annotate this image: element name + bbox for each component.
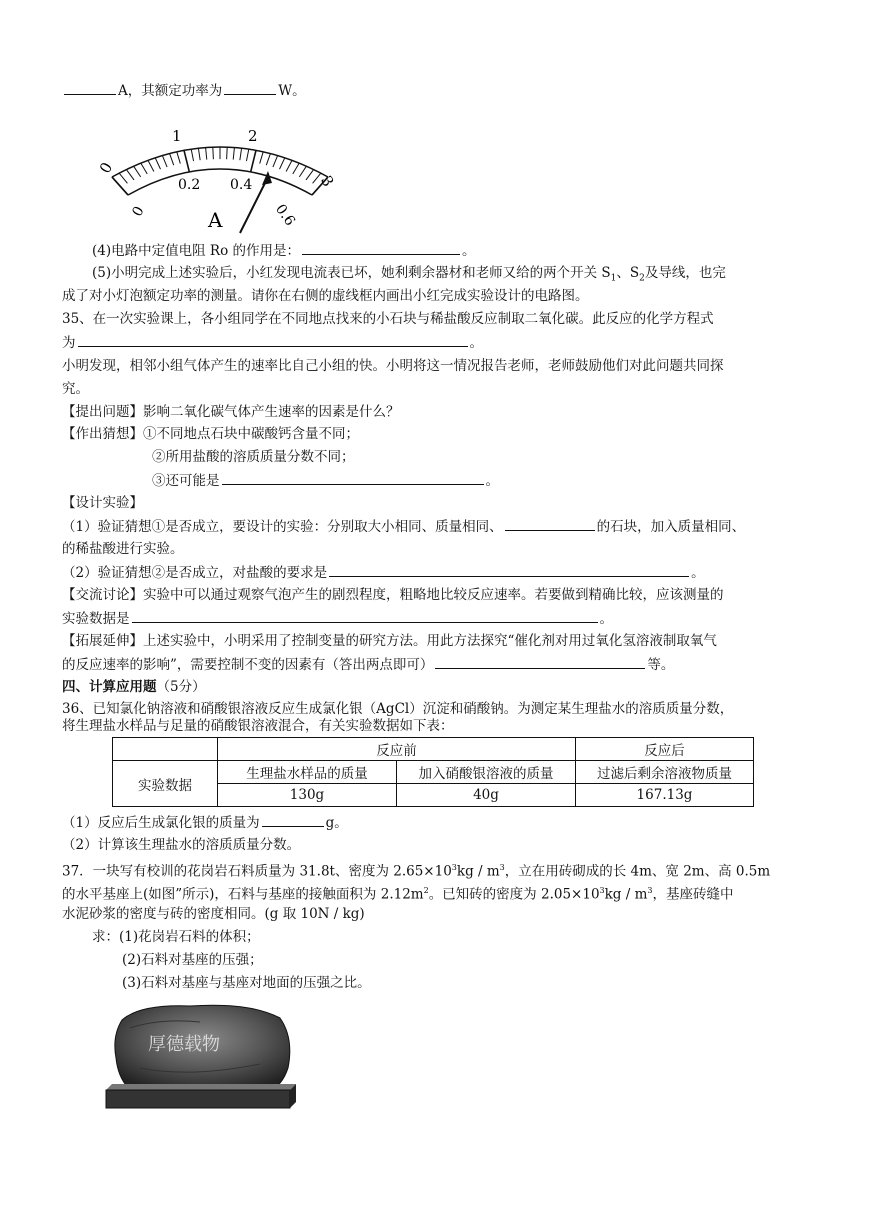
dial-tick: [293, 163, 299, 174]
question-37: 37．一块写有校训的花岗岩石料质量为 31.8t、密度为 $2.65\times 10^3kg / m^3$，立在用砖砌成的长 4m、宽 2m、高 0.5m: [62, 863, 771, 880]
table-col-sample-mass: 生理盐水样品的质量: [218, 761, 397, 784]
dial-lower-label-04: 0.4: [230, 177, 253, 193]
dial-tick: [119, 173, 127, 183]
dial-tick: [227, 147, 228, 159]
dial-tick: [162, 156, 167, 167]
raise-question: 【提出问题】影响二氧化碳气体产生速率的因素是什么？: [62, 404, 400, 420]
discussion-line2: 实验数据是 。: [62, 608, 613, 629]
dial-unit-label: A: [208, 208, 223, 232]
question-37-ask2: (2)石料对基座的压强；: [122, 952, 263, 968]
table-cell-silver-nitrate-mass: 40g: [397, 784, 576, 807]
dial-tick: [184, 150, 189, 172]
answer-blank[interactable]: [262, 812, 324, 827]
dial-tick: [198, 148, 200, 160]
question-5-line2: 成了对小灯泡额定功率的测量。请你在右侧的虚线框内画出小红完成实验设计的电路图。: [62, 288, 589, 304]
question-35-line4: 究。: [62, 381, 89, 397]
dial-tick: [134, 166, 141, 177]
granite-stone-illustration: [100, 998, 300, 1118]
dial-tick: [251, 150, 256, 172]
data-table: [112, 737, 754, 807]
dial-tick: [240, 148, 242, 160]
design-1-line2: 的稀盐酸进行实验。: [62, 541, 184, 557]
answer-blank[interactable]: [329, 562, 689, 577]
answer-blank[interactable]: [78, 332, 468, 347]
stone-inscription: 厚德载物: [148, 1034, 220, 1055]
dial-tick: [155, 158, 160, 169]
pointer-arrowhead: [262, 171, 272, 185]
dial-tick: [141, 163, 147, 174]
question-35: 35、在一次实验课上，各小组同学在不同地点找来的小石块与稀盐酸反应制取二氧化碳。此反应的化学方程式: [62, 311, 714, 327]
dial-upper-label-0: 0: [95, 159, 117, 177]
question-4: (4)电路中定值电阻 Ro 的作用是： 。: [92, 240, 476, 261]
question-37-ask: 求：(1)花岗岩石料的体积；: [92, 929, 260, 945]
question-36-line2: 将生理盐水样品与足量的硝酸银溶液混合，有关实验数据如下表：: [62, 718, 454, 734]
question-35-line2: 为 。: [62, 332, 483, 353]
extension: 【拓展延伸】上述实验中，小明采用了控制变量的研究方法。用此方法探究“催化剂对用过氧化氢溶液制取氧气: [62, 633, 717, 649]
table-header-after: 反应后: [576, 738, 754, 761]
dial-lower-label-02: 0.2: [178, 177, 201, 193]
question-36-b: （2）计算该生理盐水的溶质质量分数。: [62, 837, 301, 853]
line-power: A，其额定功率为 W。: [62, 80, 306, 101]
dial-tick: [306, 170, 314, 180]
question-37-ask3: (3)石料对基座与基座对地面的压强之比。: [122, 975, 371, 991]
dial-tick: [233, 148, 234, 160]
question-36-a: （1）反应后生成氯化银的质量为 g。: [62, 812, 348, 833]
dial-tick: [260, 152, 264, 164]
dial-upper-label-1: 1: [172, 127, 182, 145]
dial-tick: [126, 170, 134, 180]
stone-base-top: [106, 1084, 296, 1090]
extension-line2: 的反应速率的影响”，需要控制不变的因素有（答出两点即可） 等。: [62, 654, 674, 675]
answer-blank[interactable]: [302, 240, 460, 255]
dial-tick: [273, 156, 278, 167]
question-35-line3: 小明发现，相邻小组气体产生的速率比自己小组的快。小明将这一情况报告老师，老师鼓励他们对此问题共同探: [62, 358, 724, 374]
dial-tick: [148, 160, 154, 171]
design-heading: 【设计实验】: [62, 495, 143, 511]
dial-tick: [286, 160, 292, 171]
dial-lower-label-0: 0: [129, 203, 148, 220]
question-37-line3: 水泥砂浆的密度与砖的密度相同。(g 取 10N / kg): [62, 906, 365, 922]
dial-tick: [280, 158, 285, 169]
dial-tick: [299, 166, 306, 177]
dial-tick: [170, 154, 174, 166]
answer-blank[interactable]: [132, 608, 598, 623]
design-1: （1）验证猜想①是否成立，要设计的实验：分别取大小相同、质量相同、 的石块，加入质量相同、: [62, 516, 745, 537]
table-col-silver-nitrate-mass: 加入硝酸银溶液的质量: [397, 761, 576, 784]
dial-tick: [246, 149, 248, 161]
stone-base: [106, 1090, 290, 1108]
hypothesis-1: 【作出猜想】①不同地点石块中碳酸钙含量不同；: [62, 426, 359, 442]
hypothesis-2: ②所用盐酸的溶质质量分数不同；: [152, 449, 355, 465]
ammeter-dial: [95, 125, 340, 235]
discussion: 【交流讨论】实验中可以通过观察气泡产生的剧烈程度，粗略地比较反应速率。若要做到精确比较，应该测量的: [62, 587, 724, 603]
design-2: （2）验证猜想②是否成立，对盐酸的要求是 。: [62, 562, 705, 583]
answer-blank[interactable]: [224, 80, 276, 95]
table-header-before: 反应前: [218, 738, 576, 761]
dial-lower-label-06: 0.6: [272, 201, 298, 229]
hypothesis-3: ③还可能是 。: [152, 470, 499, 491]
dial-tick: [112, 177, 128, 195]
answer-blank[interactable]: [505, 516, 595, 531]
dial-tick: [266, 154, 270, 166]
dial-tick: [191, 149, 193, 161]
table-cell-remaining-mass: 167.13g: [576, 784, 754, 807]
dial-tick: [213, 147, 214, 159]
question-5: (5)小明完成上述实验后，小红发现电流表已坏，她利剩余器材和老师又给的两个开关 $S_1$、$S_2$及导线，也完: [92, 265, 726, 284]
section-4-title: 四、计算应用题（5分）: [62, 679, 206, 695]
dial-tick: [177, 152, 181, 164]
answer-blank[interactable]: [64, 80, 116, 95]
table-cell-sample-mass: 130g: [218, 784, 397, 807]
dial-upper-label-3: 3: [317, 172, 338, 190]
dial-tick: [206, 148, 207, 160]
dial-upper-label-2: 2: [248, 127, 258, 145]
answer-blank[interactable]: [222, 470, 484, 485]
answer-blank[interactable]: [435, 654, 645, 669]
table-row-header: 实验数据: [113, 761, 218, 807]
question-36: 36、已知氯化钠溶液和硝酸银溶液反应生成氯化银（AgCl）沉淀和硝酸钠。为测定某生理盐水的溶质质量分数，: [62, 701, 734, 717]
question-37-line2: 的水平基座上(如图”所示)，石料与基座的接触面积为 $2.12m^2$。已知砖的密度为 $2.05\times 10^3kg / m^3$，基座砖缝中: [62, 886, 734, 903]
table-corner: [113, 738, 218, 761]
table-col-remaining-mass: 过滤后剩余溶液物质量: [576, 761, 754, 784]
